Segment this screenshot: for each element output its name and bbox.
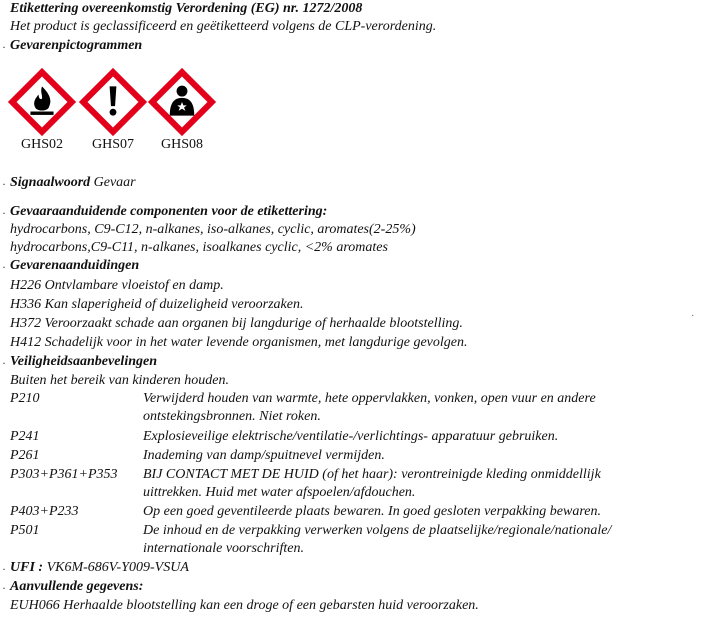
precaution-code: P501 [10,523,40,538]
ghs08-health-hazard-icon [148,68,216,136]
bullet-dot: · [2,581,6,595]
precaution-text: BIJ CONTACT MET DE HUID (of het haar): verontreinigde kleding onmiddellijk [143,467,601,482]
signal-word-value: Gevaar [93,175,136,190]
stray-mark: . [691,308,694,319]
precaution-text: uittrekken. Huid met water afspoelen/afdouchen. [143,485,416,500]
ghs07-label: GHS07 [91,137,134,152]
hazard-statement: H372 Veroorzaakt schade aan organen bij langdurige of herhaalde blootstelling. [10,316,463,331]
bullet-dot: · [2,40,6,54]
bullet-dot: · [2,356,6,370]
ufi-value: VK6M-686V-Y009-VSUA [46,560,189,575]
precaution-text: De inhoud en de verpakking verwerken volgens de plaatselijke/regionale/nationale/ [143,523,612,538]
precautions-intro: Buiten het bereik van kinderen houden. [10,373,229,388]
component-item: hydrocarbons,C9-C11, n-alkanes, isoalkanes cyclic, <2% aromates [10,240,388,255]
bullet-dot: · [2,206,6,220]
ghs02-flame-icon [8,68,76,136]
ghs07-exclamation-icon [79,68,147,136]
signal-word [10,174,136,192]
precaution-text: Verwijderd houden van warmte, hete oppervlakken, vonken, open vuur en andere [143,391,596,406]
precautions-heading: Veiligheidsaanbevelingen [10,354,157,369]
component-item: hydrocarbons, C9-C12, n-alkanes, iso-alkanes, cyclic, aromates(2-25%) [10,222,416,237]
precaution-text: Op een goed geventileerde plaats bewaren. In goed gesloten verpakking bewaren. [143,504,601,519]
precaution-text: Inademing van damp/spuitnevel vermijden. [143,448,385,463]
hazards-heading: Gevarenaanduidingen [10,258,140,273]
bullet-dot: · [2,562,6,576]
precaution-code: P261 [10,448,40,463]
document-title: Etikettering overeenkomstig Verordening (EG) nr. 1272/2008 [10,1,363,16]
pictograms-heading: Gevarenpictogrammen [10,38,143,53]
additional-heading: Aanvullende gegevens: [10,579,144,594]
ufi-line [10,559,189,577]
ufi-label: UFI : [10,560,44,575]
additional-text: EUH066 Herhaalde blootstelling kan een droge of een gebarsten huid veroorzaken. [10,598,479,613]
precaution-text: ontstekingsbronnen. Niet roken. [143,409,321,424]
hazard-statement: H336 Kan slaperigheid of duizeligheid veroorzaken. [10,297,304,312]
components-heading: Gevaaraanduidende componenten voor de etikettering: [10,204,328,219]
precaution-code: P210 [10,391,40,406]
bullet-dot: · [2,260,6,274]
signal-word-label: Signaalwoord [10,175,91,190]
hazard-statement: H226 Ontvlambare vloeistof en damp. [10,278,224,293]
hazard-statement: H412 Schadelijk voor in het water levende organismen, met langdurige gevolgen. [10,335,468,350]
precaution-code: P403+P233 [10,504,79,519]
precaution-text: internationale voorschriften. [143,541,304,556]
precaution-code: P303+P361+P353 [10,467,118,482]
ghs08-label: GHS08 [160,137,203,152]
bullet-dot: · [2,177,6,191]
precaution-code: P241 [10,429,40,444]
ghs02-label: GHS02 [20,137,63,152]
document-subtitle: Het product is geclassificeerd en geëtiketteerd volgens de CLP-verordening. [10,19,437,34]
precaution-text: Explosieveilige elektrische/ventilatie-/verlichtings- apparatuur gebruiken. [143,429,559,444]
